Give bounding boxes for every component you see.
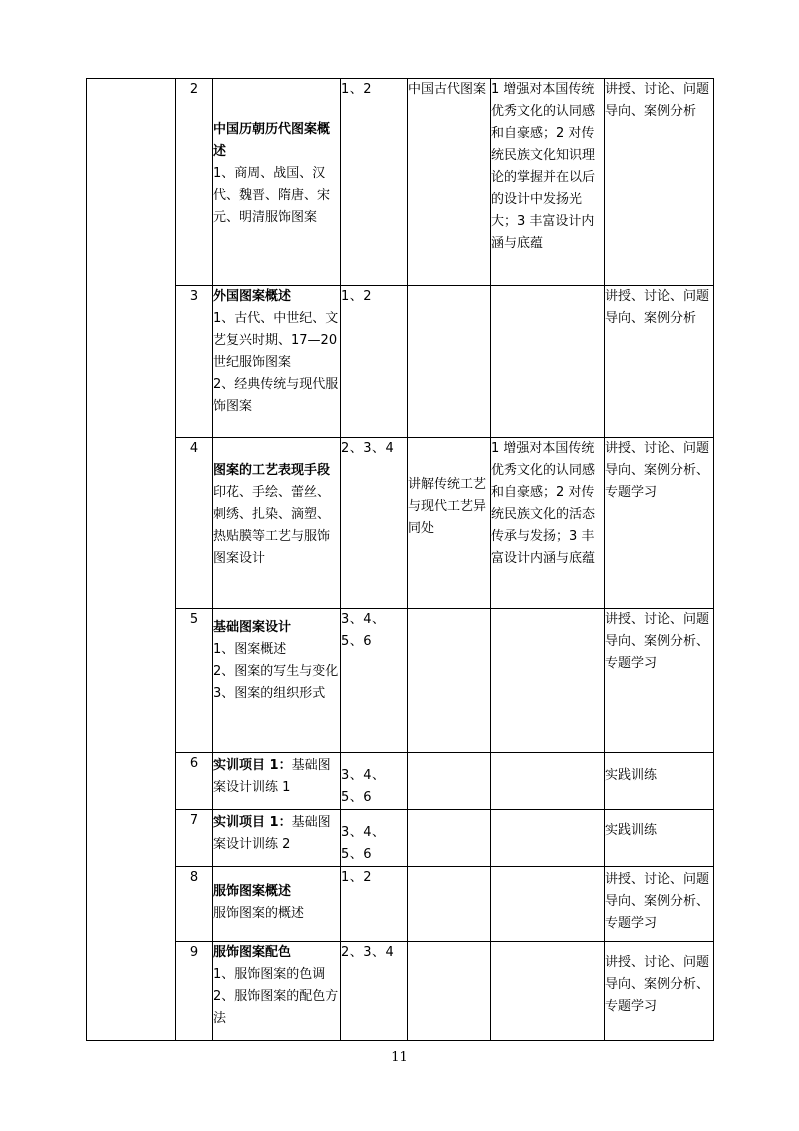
table-row: [87, 942, 714, 1041]
ethics-goal-cell: 1 增强对本国传统优秀文化的认同感和自豪感；2 对传统民族文化的活态传承与发扬；3 丰富设计内涵与底蕴: [491, 438, 605, 609]
chapters-cell: 1、2: [341, 867, 408, 942]
teaching-method-cell: 讲授、讨论、问题导向、案例分析、专题学习: [605, 867, 714, 942]
content-line: 2、服饰图案的配色方法: [213, 989, 339, 1026]
content-cell: [213, 753, 341, 810]
ethics-goal-cell: [491, 753, 605, 810]
chapters-cell: 1、2: [341, 79, 408, 286]
teaching-method-cell: 实践训练: [605, 810, 714, 867]
content-cell: [213, 286, 341, 438]
page-number: 11: [391, 1050, 408, 1065]
merged-category-cell: [87, 79, 176, 1041]
content-line: 2、图案的写生与变化: [213, 664, 339, 679]
row-number: 3: [176, 286, 213, 438]
table-row: [87, 867, 714, 942]
table-row: [87, 438, 714, 609]
content-title: 服饰图案配色: [213, 945, 292, 960]
content-line: 基础图案设计训练 1: [213, 758, 331, 795]
table-row: [87, 609, 714, 753]
ethics-goal-cell: [491, 609, 605, 753]
content-cell: [213, 942, 341, 1041]
chapters-cell: 3、4、5、6: [341, 609, 408, 753]
ethics-goal-cell: [491, 942, 605, 1041]
content-line: 1、服饰图案的色调: [213, 967, 326, 982]
ethics-goal-cell: 1 增强对本国传统优秀文化的认同感和自豪感；2 对传统民族文化知识理论的掌握并在以后的设计中发扬光大；3 丰富设计内涵与底蕴: [491, 79, 605, 286]
content-line: 2、经典传统与现代服饰图案: [213, 377, 339, 414]
chapters-cell: 3、4、5、6: [341, 810, 408, 867]
chapters-cell: 2、3、4: [341, 942, 408, 1041]
teaching-method-cell: 讲授、讨论、问题导向、案例分析、专题学习: [605, 942, 714, 1041]
content-cell: [213, 867, 341, 942]
row-number: 8: [176, 867, 213, 942]
content-cell: [213, 438, 341, 609]
ethics-goal-cell: [491, 867, 605, 942]
row-number: 9: [176, 942, 213, 1041]
table-row: [87, 79, 714, 286]
ethics-topic-cell: [408, 810, 491, 867]
content-line: 印花、手绘、蕾丝、刺绣、扎染、滴塑、热贴膜等工艺与服饰图案设计: [213, 485, 331, 566]
content-line: 服饰图案的概述: [213, 906, 305, 921]
row-number: 4: [176, 438, 213, 609]
content-title: 图案的工艺表现手段: [213, 463, 331, 478]
ethics-topic-cell: 中国古代图案: [408, 79, 491, 286]
ethics-goal-cell: [491, 286, 605, 438]
content-line: 3、图案的组织形式: [213, 686, 326, 701]
content-line: 1、图案概述: [213, 642, 287, 657]
content-cell: [213, 79, 341, 286]
chapters-cell: 1、2: [341, 286, 408, 438]
content-cell: [213, 609, 341, 753]
content-title: 中国历朝历代图案概述: [213, 122, 331, 159]
ethics-topic-cell: [408, 609, 491, 753]
teaching-method-cell: 讲授、讨论、问题导向、案例分析: [605, 79, 714, 286]
ethics-goal-cell: [491, 810, 605, 867]
ethics-topic-cell: [408, 942, 491, 1041]
chapters-cell: 2、3、4: [341, 438, 408, 609]
content-title: 基础图案设计: [213, 620, 292, 635]
content-title: 外国图案概述: [213, 289, 292, 304]
teaching-method-cell: 讲授、讨论、问题导向、案例分析、专题学习: [605, 438, 714, 609]
content-title: 实训项目 1：: [213, 758, 292, 773]
content-line: 1、古代、中世纪、文艺复兴时期、17—20 世纪服饰图案: [213, 311, 339, 370]
row-number: 2: [176, 79, 213, 286]
teaching-method-cell: 实践训练: [605, 753, 714, 810]
table-row: [87, 810, 714, 867]
content-title: 服饰图案概述: [213, 884, 292, 899]
ethics-topic-cell: 讲解传统工艺与现代工艺异同处: [408, 438, 491, 609]
content-cell: [213, 810, 341, 867]
course-schedule-table: [86, 78, 714, 1041]
row-number: 5: [176, 609, 213, 753]
content-line: 基础图案设计训练 2: [213, 815, 331, 852]
chapters-cell: 3、4、5、6: [341, 753, 408, 810]
ethics-topic-cell: [408, 753, 491, 810]
ethics-topic-cell: [408, 286, 491, 438]
teaching-method-cell: 讲授、讨论、问题导向、案例分析、专题学习: [605, 609, 714, 753]
row-number: 6: [176, 753, 213, 810]
row-number: 7: [176, 810, 213, 867]
content-line: 1、商周、战国、汉代、魏晋、隋唐、宋元、明清服饰图案: [213, 166, 331, 225]
table-row: [87, 286, 714, 438]
content-title: 实训项目 1：: [213, 815, 292, 830]
ethics-topic-cell: [408, 867, 491, 942]
table-row: [87, 753, 714, 810]
teaching-method-cell: 讲授、讨论、问题导向、案例分析: [605, 286, 714, 438]
